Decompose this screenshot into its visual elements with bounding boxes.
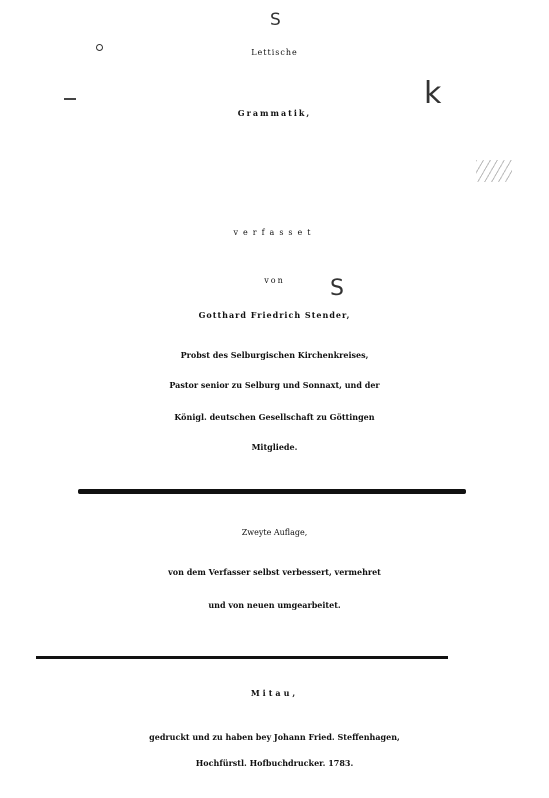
imprint-date: Hochfürstl. Hofbuchdrucker. 1783. [195, 758, 354, 768]
pencil-annotation-s: S [270, 10, 281, 30]
edition-heading: Zweyte Auflage, [241, 528, 308, 537]
imprint-place: Mitau, [250, 688, 299, 698]
divider-rule-lower [36, 656, 448, 659]
divider-rule-upper [78, 489, 466, 494]
edition-line-1: von dem Verfasser selbst verbessert, vermehret [168, 567, 381, 577]
von-text: von [264, 276, 285, 285]
imprint-printer: gedruckt und zu haben bey Johann Fried. Steffenhagen, [149, 732, 400, 742]
author-title-line-3: Königl. deutschen Gesellschaft zu Göttingen [174, 412, 375, 422]
author-title-line-4: Mitgliede. [251, 442, 298, 452]
author-title-line-2: Pastor senior zu Selburg und Sonnaxt, und der [169, 380, 380, 390]
author-title-line-1: Probst des Selburgischen Kirchenkreises, [180, 350, 369, 360]
pencil-annotation-k: k [424, 76, 442, 111]
title-line-2: Grammatik, [237, 108, 312, 118]
verfasset-text: verfasset [233, 228, 316, 237]
title-line-1: Lettische [251, 48, 298, 57]
pencil-annotation-s-author: S [330, 276, 344, 301]
author-name: Gotthard Friedrich Stender, [198, 310, 351, 320]
edition-line-2: und von neuen umgearbeitet. [208, 600, 341, 610]
ink-dash [64, 98, 76, 100]
bleed-through-hatching [476, 160, 512, 182]
